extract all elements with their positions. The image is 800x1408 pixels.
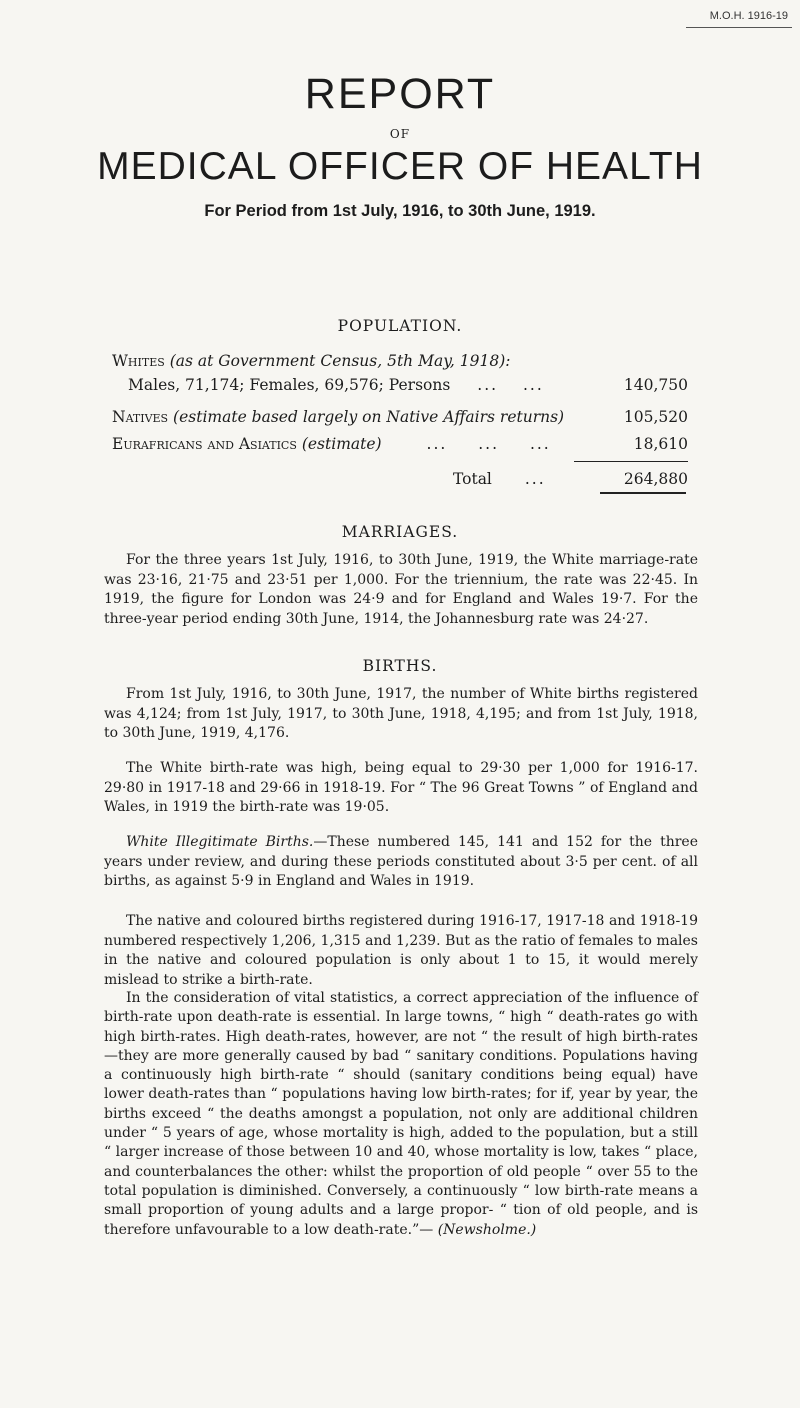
title-connector: OF	[389, 127, 411, 141]
quote-source: (Newsholme.)	[437, 1221, 537, 1238]
document-reference: M.O.H. 1916-19	[709, 10, 788, 22]
total-rule	[574, 461, 688, 462]
report-subtitle: MEDICAL OFFICER OF HEALTH	[97, 145, 703, 188]
eurafricans-row: Eurafricans and Asiatics (estimate) ... ... ...	[112, 435, 551, 453]
births-paragraph-3	[104, 833, 698, 892]
eurafricans-value: 18,610	[633, 435, 688, 453]
total-label: Total	[453, 470, 492, 488]
natives-label: Natives	[112, 408, 169, 426]
total-value: 264,880	[623, 470, 688, 488]
eurafricans-label: Eurafricans and Asiatics	[112, 435, 297, 453]
whites-value: 140,750	[623, 376, 688, 394]
reference-underline	[686, 27, 792, 28]
marriages-heading: MARRIAGES.	[341, 523, 459, 541]
marriages-paragraph: For the three years 1st July, 1916, to 30th June, 1919, the White marriage-rate was 23·16, 21·75 and 23·51 per 1,000. For the triennium, the rate was 22·45. In 1919, the figure for London was 24·9 and for England and Wales 19·7. For the three-year period ending 30th June, 1914, the Johannesburg rate was 24·27.	[104, 552, 698, 627]
illegitimate-births-heading: White Illegitimate Births.	[126, 834, 314, 850]
births-paragraph-4: The native and coloured births registered during 1916-17, 1917-18 and 1918-19 numbered respectively 1,206, 1,315 and 1,239. But as the ratio of females to males in the native and coloured population is only about 1 to 15, it would merely mislead to strike a birth-rate.	[104, 913, 698, 988]
illegitimate-births-text: —These numbered 145, 141 and 152 for the three years under review, and during these periods constituted about 3·5 per cent. of all births, as against 5·9 in England and Wales in 1919.	[104, 834, 698, 890]
total-double-rule	[600, 492, 686, 494]
natives-note: (estimate based largely on Native Affairs returns)	[173, 408, 565, 426]
whites-note: (as at Government Census, 5th May, 1918):	[169, 352, 511, 370]
natives-value: 105,520	[623, 408, 688, 426]
total-row: Total ...	[453, 470, 546, 488]
births-paragraph-5	[104, 989, 698, 1240]
whites-row-heading	[112, 352, 510, 370]
report-title: REPORT	[304, 70, 496, 118]
births-heading: BIRTHS.	[362, 657, 438, 675]
natives-row	[112, 408, 564, 426]
report-period: For Period from 1st July, 1916, to 30th June, 1919.	[204, 202, 596, 220]
newsholme-quote: In the consideration of vital statistics, a correct appreciation of the influence of birth-rate upon death-rate is essential. In large towns, “ high “ death-rates go with high birth-rates. High death-rates, however, are not “ the result of high birth-rates—they are more generally caused by bad “ sanitary conditions. Populations having a continuously high birth-rate “ should (sanitary conditions being equal) have lower death-rates than “ populations having low birth-rates; for if, year by year, the births exceed “ the deaths amongst a population, not only are additional children under “ 5 years of age, whose mortality is high, added to the population, but a still “ larger increase of those between 10 and 40, whose mortality is low, takes “ place, and counterbalances the other: whilst the proportion of old people “ over 55 to the total population is diminished. Conversely, a continuously “ low birth-rate means a small proportion of young adults and a large propor- “ tion of old people, and is therefore unfavourable to a low death-rate.”—	[104, 990, 698, 1238]
births-paragraph-1: From 1st July, 1916, to 30th June, 1917, the number of White births registered was 4,124; from 1st July, 1917, to 30th June, 1918, 4,195; and from 1st July, 1918, to 30th June, 1919, 4,176.	[104, 686, 698, 742]
births-paragraph-2: The White birth-rate was high, being equal to 29·30 per 1,000 for 1916-17. 29·80 in 1917-18 and 29·66 in 1918-19. For “ The 96 Great Towns ” of England and Wales, in 1919 the birth-rate was 19·05.	[104, 760, 698, 816]
whites-detail: Males, 71,174; Females, 69,576; Persons ... ...	[128, 376, 544, 394]
whites-label: Whites	[112, 352, 165, 370]
whites-detail-text: Males, 71,174; Females, 69,576; Persons	[128, 376, 451, 394]
population-heading: POPULATION.	[337, 317, 463, 335]
eurafricans-note: (estimate)	[301, 435, 382, 453]
